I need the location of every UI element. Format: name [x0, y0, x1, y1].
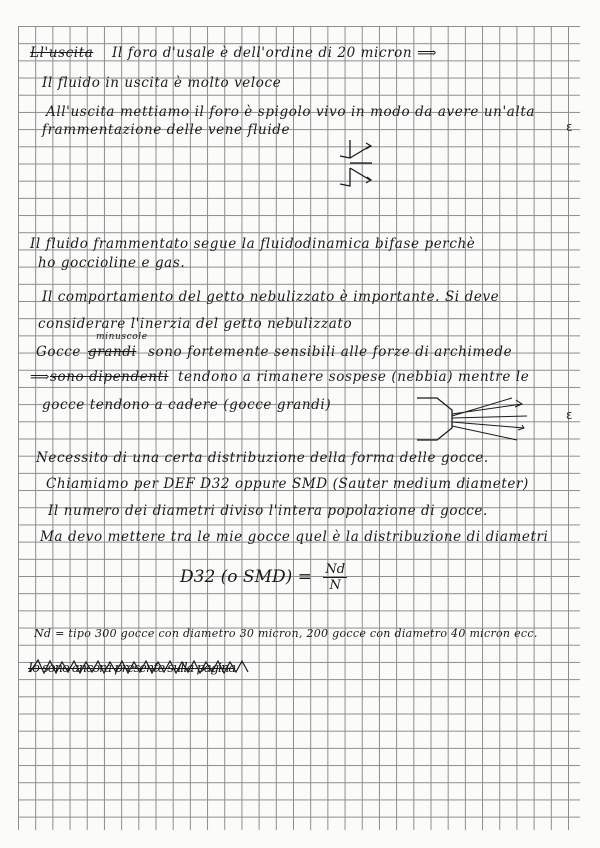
- formula-fraction: [323, 562, 347, 593]
- implies-arrow: ⟹: [30, 369, 50, 385]
- right-margin: [580, 0, 600, 848]
- top-margin: [0, 0, 600, 26]
- handwritten-line-9-start: Gocce: [36, 344, 82, 360]
- handwritten-line-7: Il comportamento del getto nebulizzato è importante. Si deve: [42, 289, 500, 305]
- scribble-marks: [28, 658, 253, 678]
- handwritten-line-1: Il foro d'usale è dell'ordine di 20 micron ⟹: [112, 45, 438, 61]
- edge-mark-2: ε: [566, 408, 573, 422]
- handwritten-line-16: Nd = tipo 300 gocce con diametro 30 micron, 200 gocce con diametro 40 micron ecc.: [34, 627, 538, 640]
- handwritten-line-3: All'uscita mettiamo il foro è spigolo vivo in modo da avere un'alta: [46, 104, 535, 120]
- left-margin: [0, 0, 18, 848]
- handwritten-line-15: Ma devo mettere tra le mie gocce quel è la distribuzione di diametri: [40, 529, 549, 545]
- handwritten-line-9-rest: sono fortemente sensibili alle forze di archimede: [148, 344, 513, 360]
- handwritten-line-12: Necessito di una certa distribuzione della forma delle gocce.: [36, 450, 489, 466]
- struck-heading: Ll'uscita: [30, 45, 94, 61]
- handwritten-line-5: Il fluido frammentato segue la fluidodinamica bifase perchè: [30, 236, 476, 252]
- struck-phrase: sono dipendenti: [50, 369, 169, 385]
- handwritten-line-8: considerare l'inerzia del getto nebulizzato: [38, 316, 353, 332]
- handwritten-line-11: gocce tendono a cadere (gocce grandi): [42, 397, 332, 413]
- struck-word: grandi: [88, 344, 137, 360]
- handwritten-line-6: ho goccioline e gas.: [38, 255, 186, 271]
- handwritten-line-10-rest: tendono a rimanere sospese (nebbia) mentre le: [178, 369, 530, 385]
- handwritten-line-2: Il fluido in uscita è molto veloce: [42, 75, 282, 91]
- formula-denominator: N: [329, 578, 341, 593]
- formula-numerator: Nd: [325, 562, 346, 577]
- edge-mark-1: ε: [566, 120, 573, 134]
- spray-sketch: [412, 390, 532, 450]
- bottom-margin: [0, 830, 600, 848]
- handwritten-line-14: Il numero dei diametri diviso l'intera popolazione di gocce.: [48, 503, 488, 519]
- handwritten-line-4: frammentazione delle vene fluide: [42, 122, 291, 138]
- scribbled-out-line: Io sono ancora presente sulla pagina: [28, 661, 236, 676]
- nozzle-sketch: [330, 138, 390, 188]
- handwritten-line-13: Chiamiamo per DEF D32 oppure SMD (Sauter medium diameter): [46, 476, 529, 492]
- inserted-word: minuscole: [96, 332, 148, 342]
- formula-lhs: D32 (o SMD) =: [180, 567, 312, 587]
- sauter-formula: [180, 562, 347, 593]
